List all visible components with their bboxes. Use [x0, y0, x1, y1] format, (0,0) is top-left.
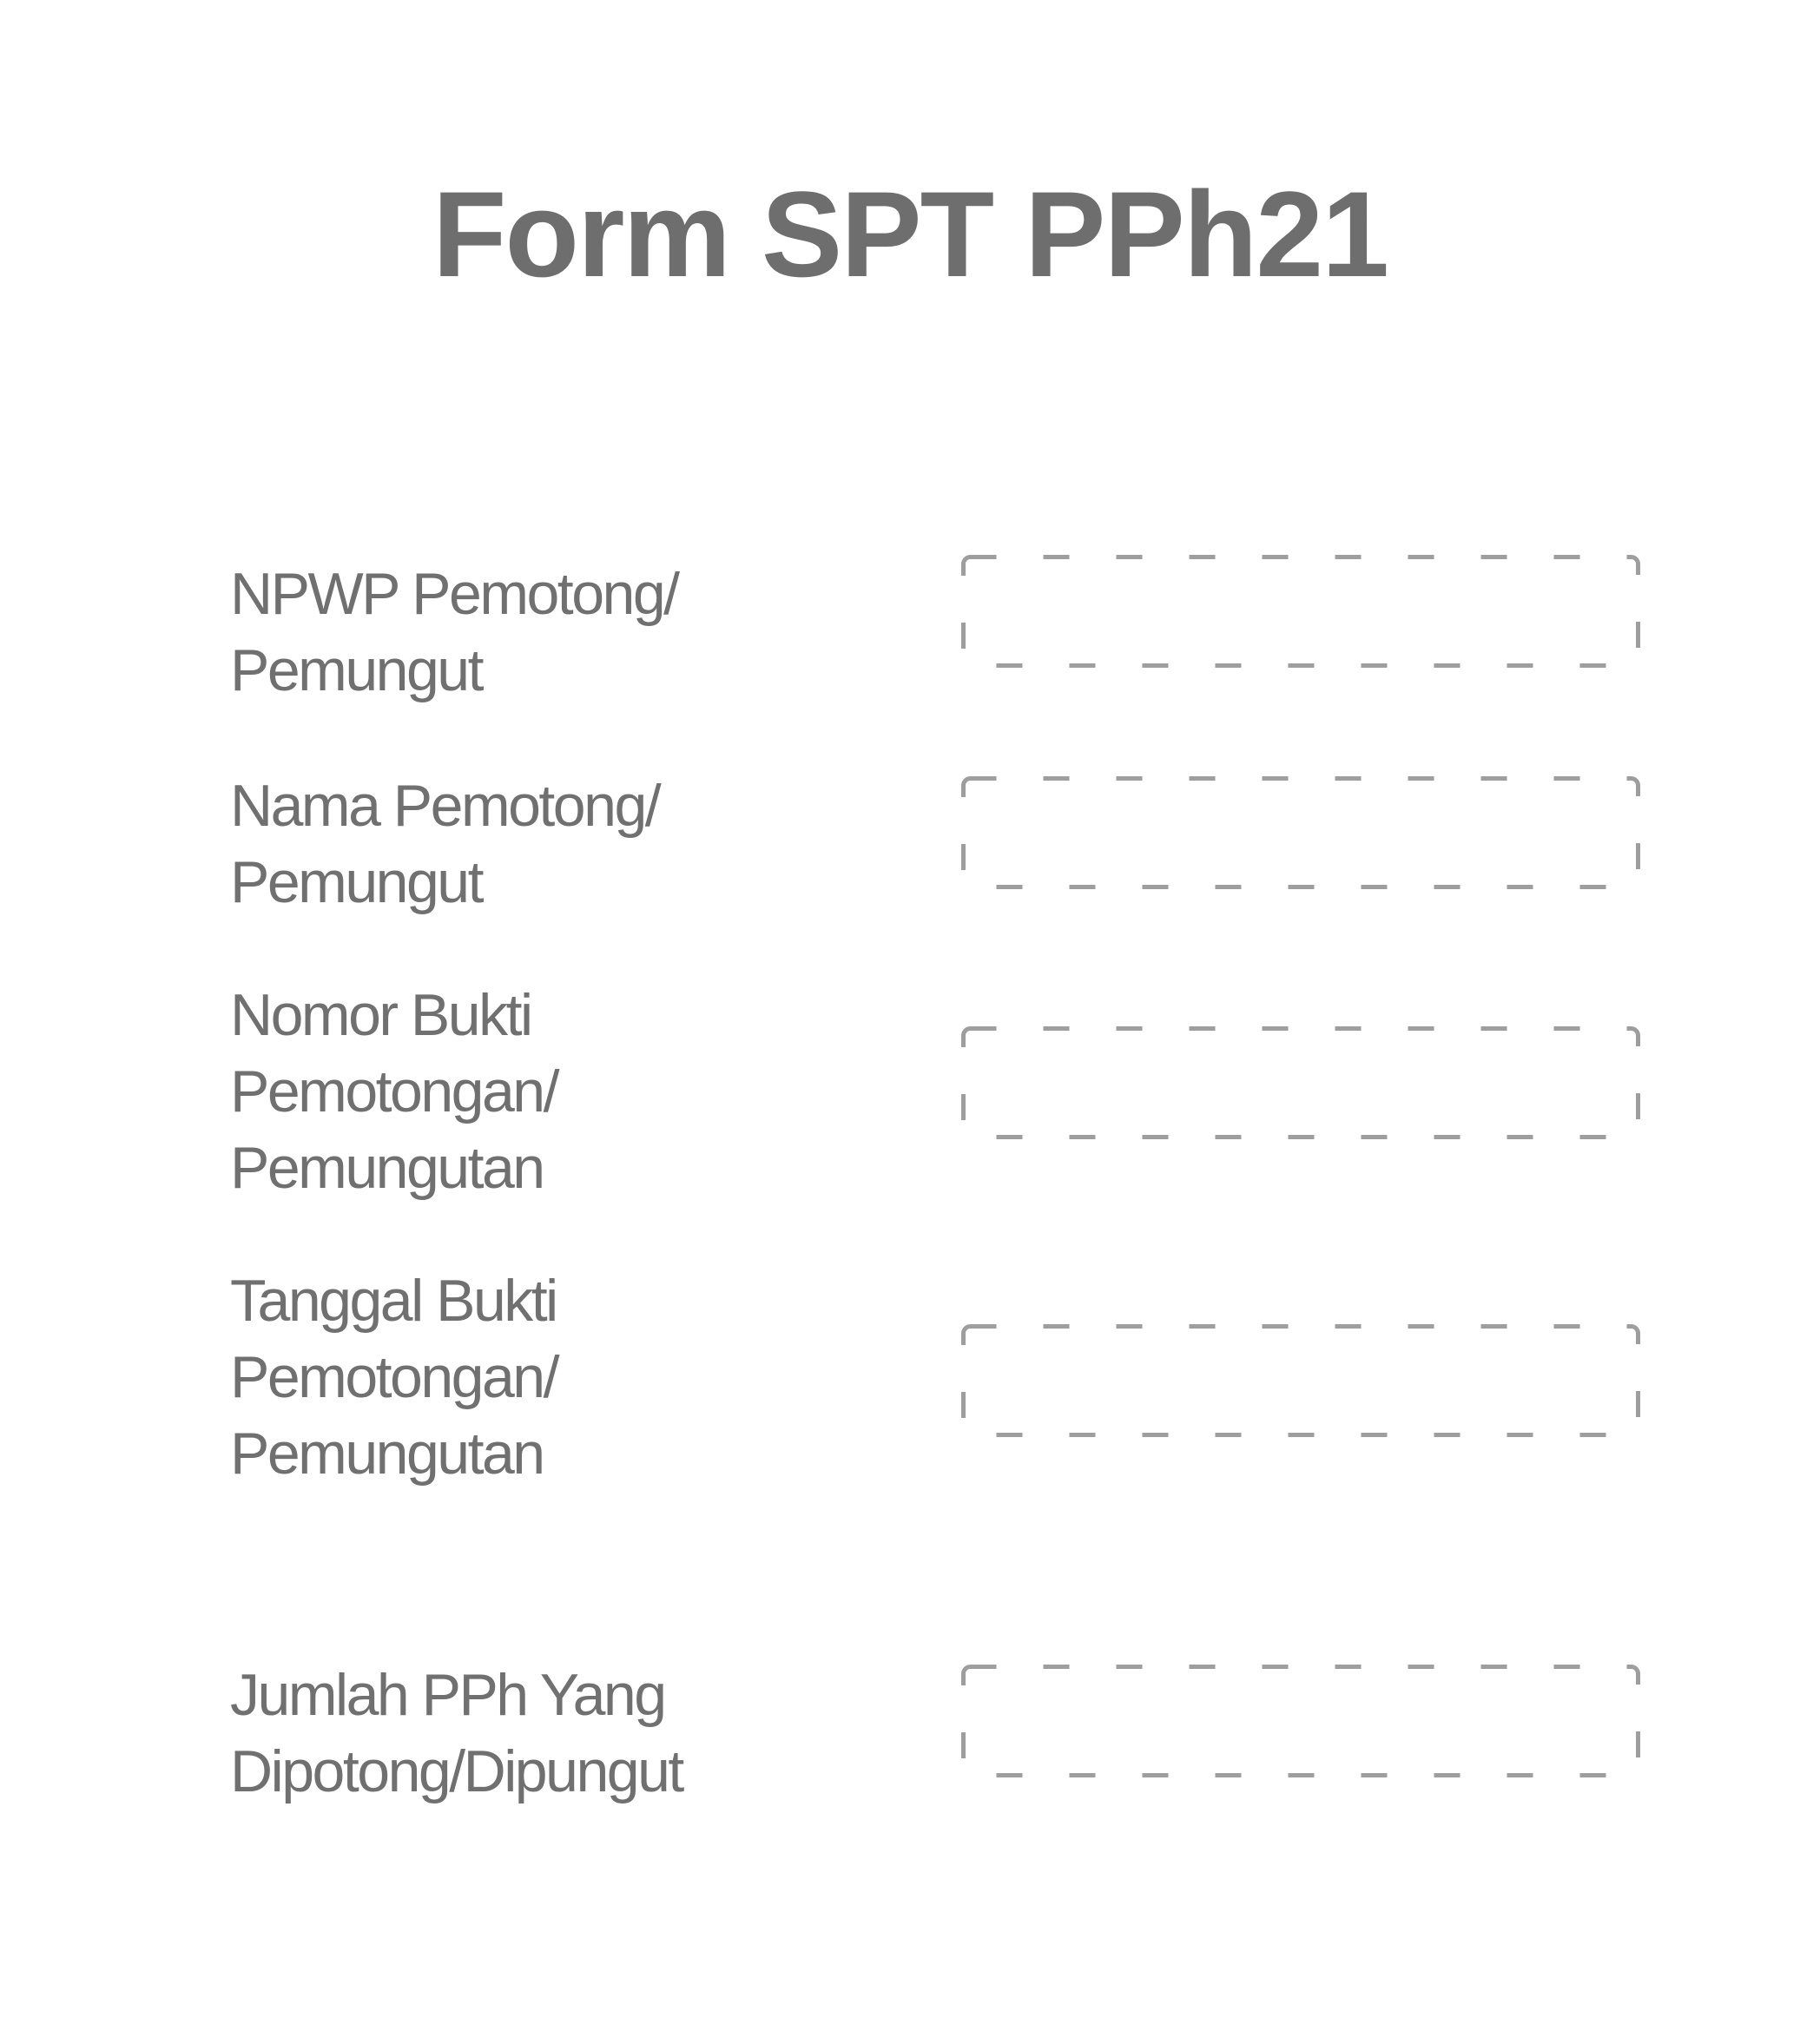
nama-input[interactable]: [962, 777, 1639, 888]
nomor-bukti-input-border: [962, 1027, 1639, 1138]
tanggal-bukti-label: Tanggal Bukti Pemotongan/ Pemungutan: [230, 1268, 558, 1487]
tanggal-bukti-input-border: [962, 1325, 1639, 1436]
npwp-input[interactable]: [962, 556, 1639, 667]
npwp-label: NPWP Pemotong/ Pemungut: [230, 561, 678, 703]
npwp-input-border: [962, 556, 1639, 667]
jumlah-pph-label: Jumlah PPh Yang Dipotong/Dipungut: [230, 1662, 682, 1804]
jumlah-pph-input[interactable]: [962, 1665, 1639, 1777]
nomor-bukti-label: Nomor Bukti Pemotongan/ Pemungutan: [230, 982, 558, 1201]
nama-label: Nama Pemotong/ Pemungut: [230, 773, 660, 915]
page-title: Form SPT PPh21: [432, 166, 1388, 302]
nomor-bukti-input[interactable]: [962, 1027, 1639, 1138]
jumlah-pph-input-border: [962, 1665, 1639, 1777]
tanggal-bukti-input[interactable]: [962, 1325, 1639, 1436]
nama-input-border: [962, 777, 1639, 888]
